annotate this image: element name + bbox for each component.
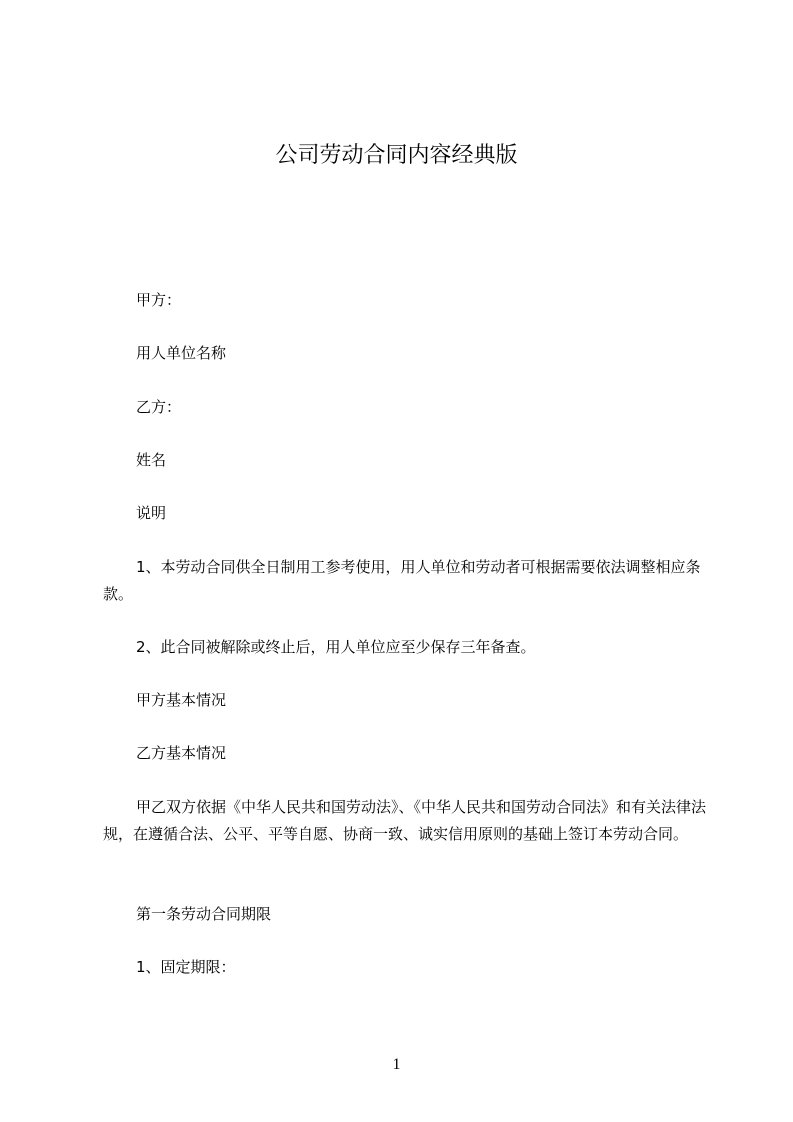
contract-basis-paragraph: 甲乙双方依据《中华人民共和国劳动法》、《中华人民共和国劳动合同法》和有关法律法规，在遵循合法、公平、平等自愿、协商一致、诚实信用原则的基础上签订本劳动合同。 — [103, 798, 707, 843]
party-a-label: 甲方： — [136, 291, 182, 309]
employee-name-label: 姓名 — [136, 451, 167, 469]
party-b-label: 乙方： — [136, 398, 182, 416]
instruction-item-2: 2、此合同被解除或终止后，用人单位应至少保存三年备查。 — [136, 638, 536, 656]
fixed-term-label: 1、固定期限： — [136, 958, 236, 976]
employer-name-label: 用人单位名称 — [136, 344, 227, 362]
document-title: 公司劳动合同内容经典版 — [275, 143, 518, 168]
instructions-heading: 说明 — [136, 504, 167, 522]
party-b-basic-info-heading: 乙方基本情况 — [136, 744, 227, 762]
party-a-basic-info-heading: 甲方基本情况 — [136, 691, 227, 709]
instruction-item-1: 1、本劳动合同供全日制用工参考使用，用人单位和劳动者可根据需要依法调整相应条款。 — [103, 558, 701, 603]
page-number: 1 — [392, 1056, 401, 1073]
article-1-heading: 第一条劳动合同期限 — [136, 905, 272, 923]
